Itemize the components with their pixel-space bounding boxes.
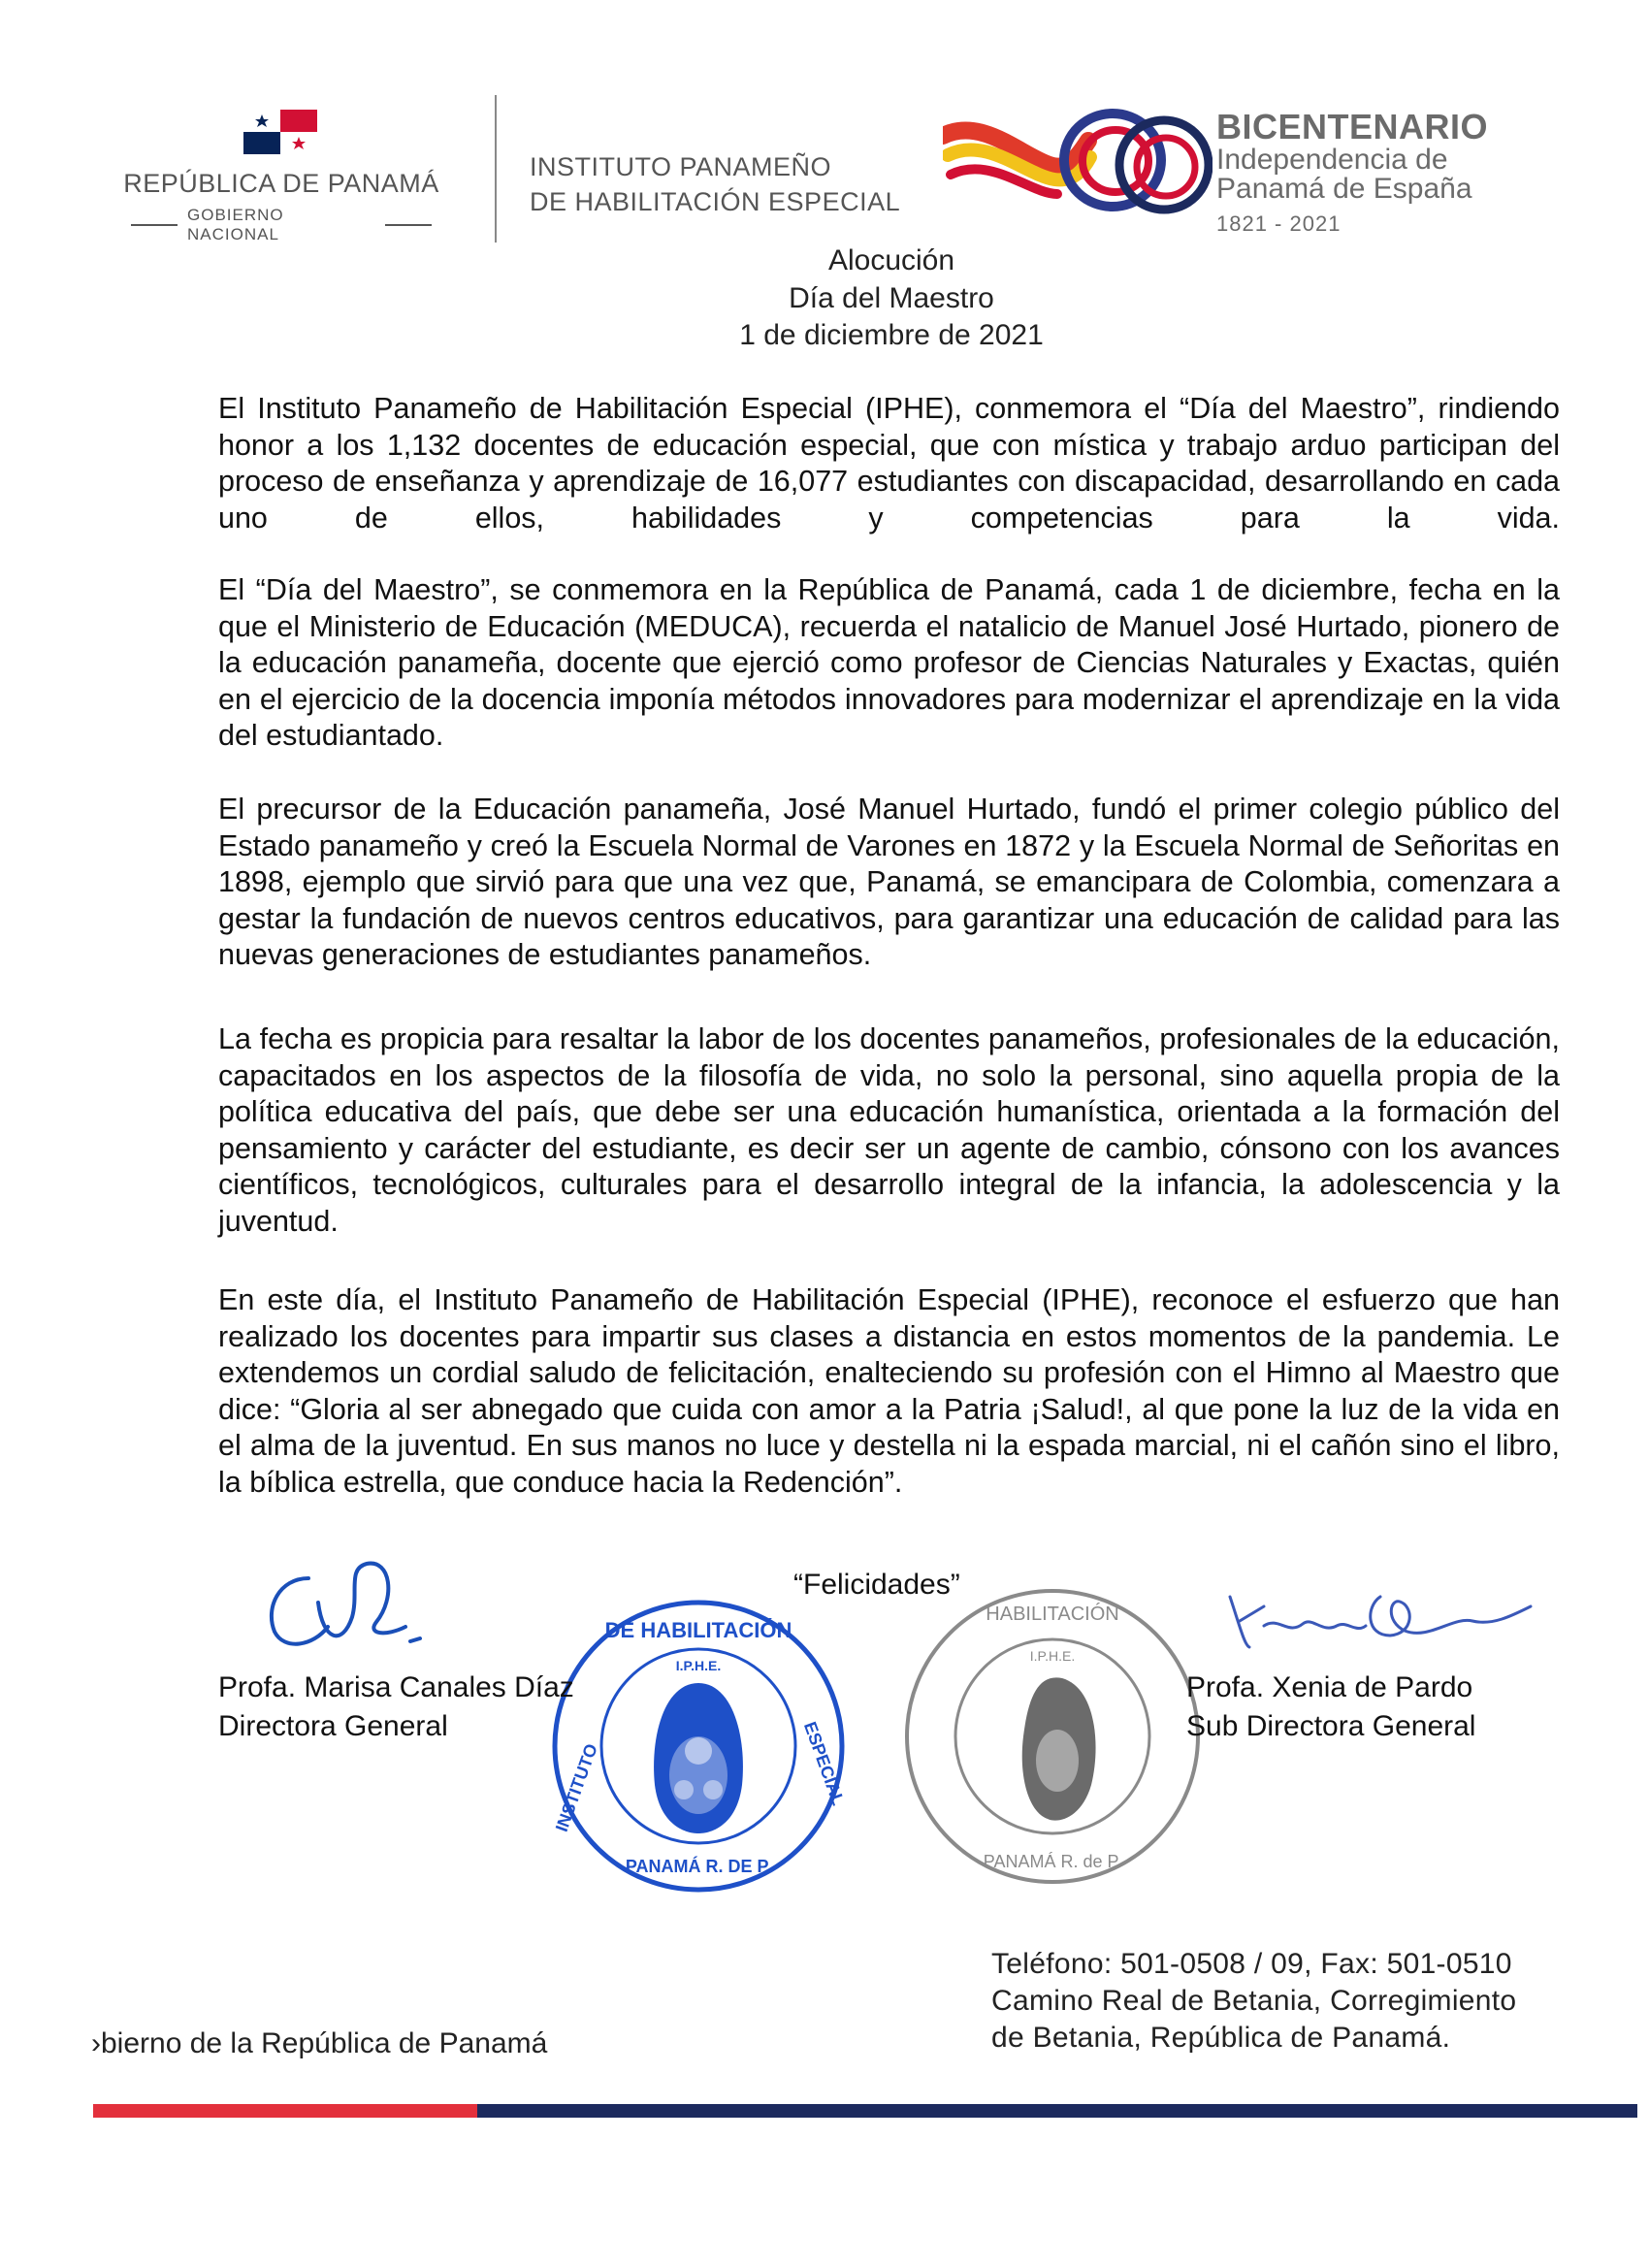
- subdirector-title: Sub Directora General: [1186, 1710, 1476, 1742]
- panama-flag-icon: [243, 110, 317, 154]
- director-name: Profa. Marisa Canales Díaz: [218, 1671, 574, 1703]
- director-signature: [250, 1549, 435, 1675]
- bicentenario-title: BICENTENARIO: [1216, 107, 1489, 146]
- footer-bar-navy: [477, 2104, 1637, 2118]
- document-date: 1 de diciembre de 2021: [739, 319, 1044, 351]
- subdirector-name: Profa. Xenia de Pardo: [1186, 1671, 1473, 1703]
- header-divider: [495, 95, 497, 243]
- svg-text:HABILITACIÓN: HABILITACIÓN: [986, 1604, 1119, 1625]
- republic-name: REPÚBLICA DE PANAMÁ: [123, 169, 439, 198]
- svg-text:I.P.H.E.: I.P.H.E.: [675, 1658, 722, 1673]
- institute-name-line1: INSTITUTO PANAMEÑO: [530, 152, 832, 181]
- svg-text:PANAMÁ R. DE P.: PANAMÁ R. DE P.: [625, 1857, 772, 1876]
- felicidades-text: “Felicidades”: [793, 1569, 960, 1601]
- svg-text:PANAMÁ R. de P.: PANAMÁ R. de P.: [983, 1852, 1122, 1871]
- institute-name: [530, 149, 937, 219]
- official-seal-directorate-stamp: [543, 1591, 854, 1901]
- body-paragraph-1: El Instituto Panameño de Habilitación Especial (IPHE), conmemora el “Día del Maestro”, rindiendo honor a los 1,132 docentes de educación especial, que con mística y trabajo arduo participan del proceso de enseñanza y aprendizaje de 16,077 estudiantes con discapacidad, desarrollando en cada uno de ellos, habilidades y competencias para la vida.: [218, 392, 1560, 535]
- footer-address-1: Camino Real de Betania, Corregimiento: [991, 1985, 1517, 2017]
- bicentenario-subtitle-2: Panamá de España: [1216, 173, 1472, 205]
- body-paragraph-2: El “Día del Maestro”, se conmemora en la República de Panamá, cada 1 de diciembre, fecha en la que el Ministerio de Educación (MEDUCA), recuerda el natalicio de Manuel José Hurtado, pionero de la educación panameña, docente que ejerció como profesor de Ciencias Naturales y Exactas, quién en el ejercicio de la docencia imponía métodos innovadores para modernizar el aprendizaje en la vida del estudiantado.: [218, 573, 1560, 752]
- svg-text:INSTITUTO: INSTITUTO: [551, 1741, 601, 1834]
- body-paragraph-4: La fecha es propicia para resaltar la labor de los docentes panameños, profesionales de la educación, capacitados en los aspectos de la filosofía de vida, no solo la personal, sino aquella propia de la política educativa del país, que debe ser una educación humanística, orientada a la formación del pensamiento y carácter del estudiante, es decir ser un agente de cambio, cónsono con los avances científicos, tecnológicos, culturales para el desarrollo integral de la infancia, la adolescencia y la juventud.: [218, 1022, 1560, 1238]
- svg-text:ESPECIAL: ESPECIAL: [799, 1719, 849, 1808]
- official-seal-subdirectorate-stamp: [892, 1581, 1212, 1892]
- document-title: Alocución: [827, 244, 955, 276]
- divider: [385, 224, 432, 226]
- body-paragraph-3: El precursor de la Educación panameña, José Manuel Hurtado, fundó el primer colegio público del Estado panameño y creó la Escuela Normal de Varones en 1872 y la Escuela Normal de Señoritas en 1898, ejemplo que sirvió para que una vez que, Panamá, se emancipara de Colombia, comenzara a gestar la fundación de nuevos centros educativos, para garantizar una educación de calidad para las nuevas generaciones de estudiantes panameños.: [218, 793, 1560, 971]
- body-paragraph-5: En este día, el Instituto Panameño de Habilitación Especial (IPHE), reconoce el esfuerzo que han realizado los docentes para impartir sus clases a distancia en estos momentos de la pandemia. Le extendemos un cordial saludo de felicitación, enalteciendo su profesión con el Himno al Maestro que dice: “Gloria al ser abnegado que cuida con amor a la Patria ¡Salud!, al que pone la luz de la vida en el alma de la juventud. En sus manos no luce y destella ni la espada marcial, ni el cañón sino el libro, la bíblica estrella, que conduce hacia la Redención”.: [218, 1283, 1560, 1499]
- divider: [131, 224, 178, 226]
- footer-government-text: ›bierno de la República de Panamá: [91, 2027, 548, 2059]
- svg-text:DE HABILITACIÓN: DE HABILITACIÓN: [604, 1618, 792, 1642]
- svg-text:I.P.H.E.: I.P.H.E.: [1029, 1648, 1076, 1664]
- document-subtitle: Día del Maestro: [789, 282, 994, 314]
- bicentenario-ribbon-logo-icon: [943, 97, 1212, 223]
- director-title: Directora General: [218, 1710, 448, 1742]
- subdirector-signature: [1220, 1577, 1540, 1655]
- bicentenario-years: 1821 - 2021: [1216, 211, 1342, 236]
- government-text: GOBIERNO NACIONAL: [187, 206, 284, 243]
- footer-phone: Teléfono: 501-0508 / 09, Fax: 501-0510: [991, 1948, 1512, 1980]
- institute-name-line2: DE HABILITACIÓN ESPECIAL: [530, 187, 901, 216]
- footer-address-2: de Betania, República de Panamá.: [991, 2022, 1451, 2054]
- footer-bar-red: [93, 2104, 477, 2118]
- bicentenario-subtitle-1: Independencia de: [1216, 144, 1448, 176]
- government-label: [131, 206, 432, 244]
